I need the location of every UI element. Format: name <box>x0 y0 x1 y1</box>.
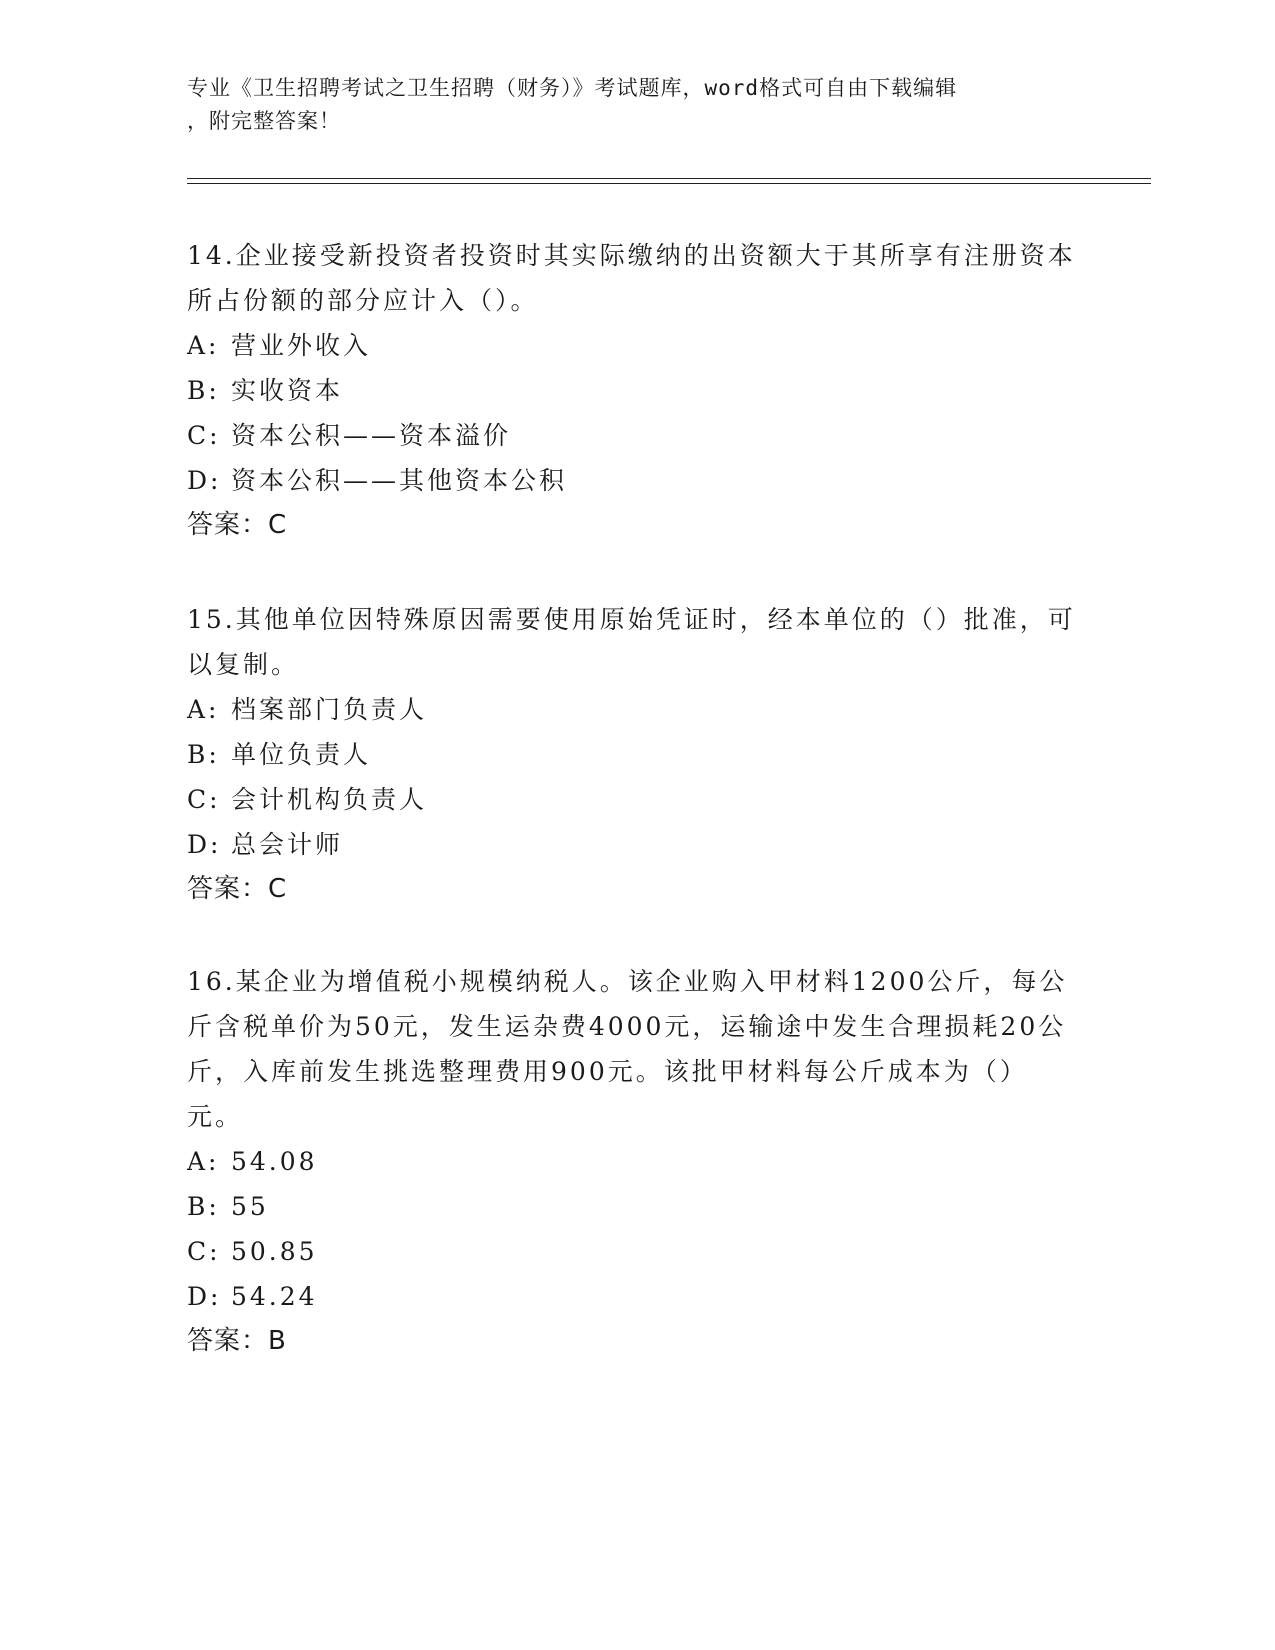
option-key: A: <box>187 1147 220 1176</box>
option-a <box>187 1139 1077 1184</box>
option-key: D: <box>187 466 222 495</box>
option-key: C: <box>187 785 221 814</box>
option-a <box>187 687 1077 732</box>
question-stem: 16.某企业为增值税小规模纳税人。该企业购入甲材料1200公斤，每公斤含税单价为50元，发生运杂费4000元，运输途中发生合理损耗20公斤，入库前发生挑选整理费用900元。该批甲材料每公斤成本为（）元。 <box>187 967 1068 1131</box>
answer-line: 答案：B <box>187 1326 287 1356</box>
option-d <box>187 458 1077 503</box>
option-d <box>187 1274 1077 1319</box>
option-text: 资本公积——资本溢价 <box>231 421 512 450</box>
option-key: B: <box>187 1192 220 1221</box>
document-header <box>187 72 1067 138</box>
option-text: 档案部门负责人 <box>231 695 428 724</box>
header-line-1: 专业《卫生招聘考试之卫生招聘（财务）》考试题库，word格式可自由下载编辑 <box>187 76 958 100</box>
option-text: 会计机构负责人 <box>231 785 428 814</box>
question-stem: 14.企业接受新投资者投资时其实际缴纳的出资额大于其所享有注册资本所占份额的部分应计入（）。 <box>187 241 1076 315</box>
option-c <box>187 413 1077 458</box>
option-key: D: <box>187 1282 222 1311</box>
option-key: B: <box>187 740 220 769</box>
option-text: 54.08 <box>231 1147 318 1176</box>
option-key: B: <box>187 376 220 405</box>
option-text: 单位负责人 <box>231 740 372 769</box>
option-b <box>187 732 1077 777</box>
option-key: A: <box>187 695 220 724</box>
answer-line: 答案：C <box>187 510 288 540</box>
option-c <box>187 777 1077 822</box>
option-key: C: <box>187 1237 221 1266</box>
option-text: 营业外收入 <box>231 331 372 360</box>
option-key: C: <box>187 421 221 450</box>
option-text: 54.24 <box>231 1282 318 1311</box>
question-15 <box>187 597 1077 912</box>
option-b <box>187 1184 1077 1229</box>
answer-line: 答案：C <box>187 874 288 904</box>
question-16 <box>187 959 1077 1364</box>
option-text: 55 <box>231 1192 269 1221</box>
option-text: 实收资本 <box>231 376 344 405</box>
option-key: A: <box>187 331 220 360</box>
option-a <box>187 323 1077 368</box>
option-text: 总会计师 <box>231 830 344 859</box>
header-divider-top <box>187 178 1151 179</box>
question-stem: 15.其他单位因特殊原因需要使用原始凭证时，经本单位的（）批准，可以复制。 <box>187 605 1076 679</box>
option-text: 50.85 <box>231 1237 318 1266</box>
option-b <box>187 368 1077 413</box>
option-key: D: <box>187 830 222 859</box>
option-text: 资本公积——其他资本公积 <box>231 466 568 495</box>
question-14 <box>187 233 1077 548</box>
option-c <box>187 1229 1077 1274</box>
header-divider-bottom <box>187 183 1151 184</box>
header-line-2: ，附完整答案！ <box>187 109 341 133</box>
option-d <box>187 822 1077 867</box>
